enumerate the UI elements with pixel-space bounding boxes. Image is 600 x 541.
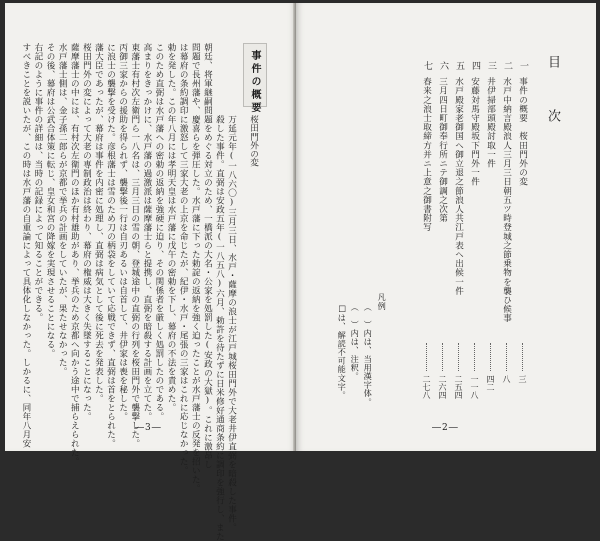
- toc-entry-page: 二七八: [422, 375, 431, 399]
- toc-leader-dots: [426, 343, 427, 371]
- body-column: 丙御三家からの援助を得られず、襲撃後一行は自刃あるいは自首して、井伊家は喪を秘した。: [117, 43, 128, 421]
- notes-title: 凡例: [377, 293, 388, 311]
- left-page: [5, 3, 296, 541]
- section-title: 事件の概要: [249, 50, 260, 115]
- body-column: 薩摩藩士の中には、有村次左衛門のほか有村雄助があり、挙兵のため京都へ向かう途中で捕らえられた。: [69, 43, 80, 466]
- toc-leader-dots: [474, 343, 475, 371]
- note-line: □は、解読不可能文字。: [337, 303, 348, 400]
- toc-leader-dots: [506, 343, 507, 371]
- toc-entry-number: 一: [518, 61, 528, 70]
- toc-leader-dots: [458, 343, 459, 371]
- folio-right: ―2―: [432, 423, 459, 433]
- toc-entry-number: 三: [486, 61, 496, 70]
- body-column: に浪士の襲撃を受けた。彦根藩士は雪のため刀の柄袋をしていて応戦できず、直弼は首をとられた。: [105, 43, 116, 448]
- body-column: その後、幕府は公武合体策に転じ、皇女和宮の降嫁を実現させることになる。: [45, 43, 56, 358]
- toc-entry-text[interactable]: 水戸中納言殿浪人三月三日朝五ツ時登城之節乗物を襲ひ候事: [501, 77, 512, 323]
- toc-entry-number: 四: [470, 61, 480, 70]
- body-column: 右記のように事件の詳細は、当時の記録によって知ることができる。: [32, 43, 43, 322]
- toc-leader-dots: [522, 343, 523, 371]
- toc-entry-text[interactable]: 事件の概要 桜田門外の変: [517, 77, 528, 187]
- body-column: 高まりをきっかけに、水戸藩の過激派は薩摩藩士らと提携し、直弼を暗殺する計画を立てた。: [141, 43, 152, 421]
- section-heading-box: [243, 43, 267, 115]
- toc-entry-number: 五: [454, 61, 464, 70]
- toc-leader-dots: [442, 343, 443, 371]
- toc-entry-number: 二: [502, 61, 512, 70]
- toc-entry-text[interactable]: 三月四日町御奉行所ニテ御調之次第: [437, 77, 448, 223]
- body-column: 問題で長州藩や、慶喜らを弾圧した。水戸藩に下った勅諚の返納を強く迫ったことが水戸藩士の反発を招いた。: [190, 43, 201, 493]
- toc-entry-text[interactable]: 春来之浪士取締方并ニ上意之御書附写: [421, 77, 432, 232]
- toc-leader-dots: [490, 343, 491, 371]
- toc-entry-page: 三: [518, 375, 527, 383]
- toc-entry-page: 四二: [486, 375, 495, 391]
- body-column: 朝廷、将軍継嗣問題をめぐる対立のため、一橋派の大名・公家を処罰した(安政の大獄)。これに激昂し: [202, 43, 213, 469]
- body-column: 藩大臣であったが、幕府は事件を内密に処理し、直弼は病気として後に死去を発表した。: [93, 43, 104, 403]
- toc-entry-text[interactable]: 井伊掃部頭殿討取一件: [485, 77, 496, 168]
- body-column: は幕府の条約調印に激怒して三家大老の上京を命じたが、紀伊・水戸・尾張の三家はこれに応じなかった。: [178, 43, 189, 475]
- note-line: （ ）内は、注釈。: [350, 303, 361, 381]
- body-column: 万延元年(一八六〇)三月三日、水戸・薩摩の浪士が江戸城桜田門外で大老井伊直弼を暗殺した事件。: [226, 115, 237, 532]
- toc-entry-number: 六: [438, 61, 448, 70]
- toc-entry-number: 七: [422, 61, 432, 70]
- body-column: 東藩士有村次左衛門ら一八名は、三月三日の雪の朝、登城途中の直弼の行列を桜田門外で襲撃した。: [129, 43, 140, 448]
- toc-entry-text[interactable]: 安藤対馬守殿坂下門外一件: [469, 77, 480, 187]
- folio-left: ―3―: [135, 423, 162, 433]
- body-column: すべきことを説いたが、この時は水戸藩の自重論によって具体化しなかった。しかるに、同年八月安: [20, 43, 31, 448]
- toc-entry-page: 二六四: [438, 375, 447, 399]
- right-page: [296, 3, 596, 451]
- section-subtitle: 桜田門外の変: [248, 115, 259, 167]
- toc-entry-page: 二五四: [454, 375, 463, 399]
- note-line: （ ）内は、当用漢字体。: [363, 303, 374, 407]
- toc-title: 目 次: [545, 55, 560, 136]
- toc-entry-text[interactable]: 水戸殿家老御国へ御立退之節浪人共江戸表へ出候一件: [453, 77, 464, 296]
- toc-entry-page: 八: [502, 375, 511, 383]
- body-column: このため直弼は水戸藩への密勅の返納を強硬に迫り、その関係者を厳しく処罰したのである。: [153, 43, 164, 421]
- body-column: 桜田門外の変によって大老の専制政治は終わり、幕府の権威は大きく失墜することになった。: [81, 43, 92, 421]
- body-column: 勅を発した。この年八月には孝明天皇は水戸藩に戊午の密勅を下し、幕府の不法を責めた。: [166, 43, 177, 412]
- body-column: 殺した事件。直弼は安政五年(一八五八)六月、勅許を待たずに日米修好通商条約に調印を強行し、また: [214, 115, 225, 541]
- toc-entry-page: 一一八: [470, 375, 479, 399]
- body-column: 水戸藩士側は、金子孫二郎らが京都で挙兵の計画をしていたが、果たせなかった。: [57, 43, 68, 376]
